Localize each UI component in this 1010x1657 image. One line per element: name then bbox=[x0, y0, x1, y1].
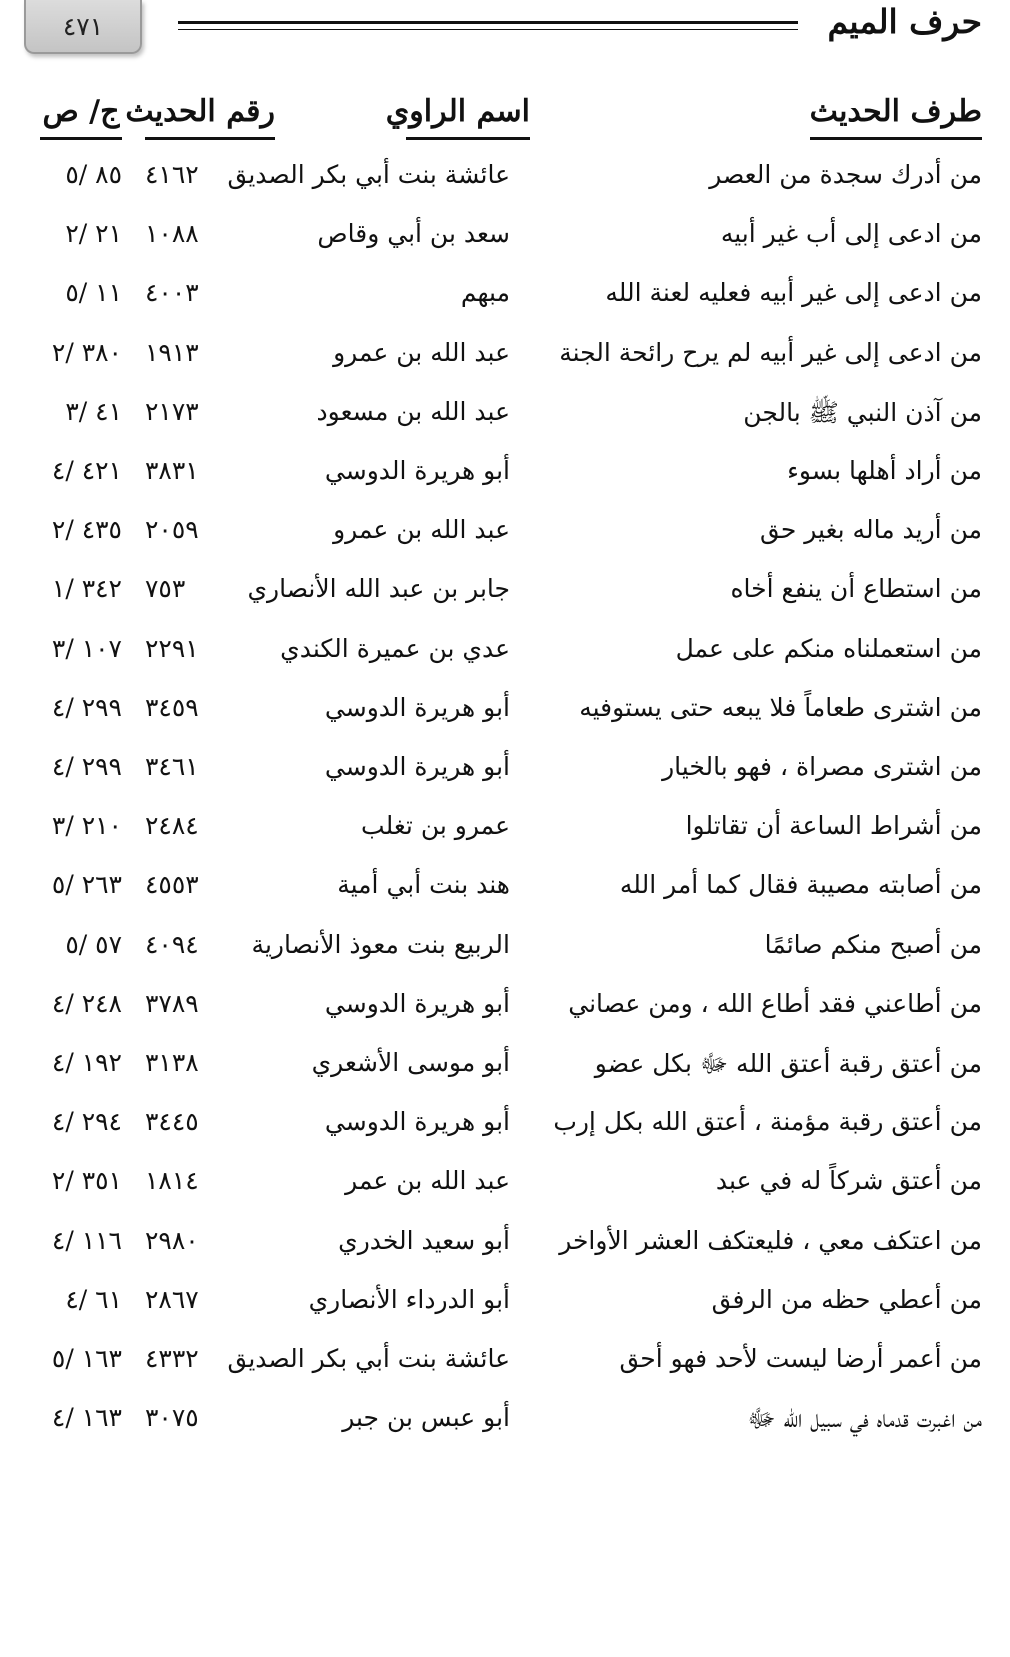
number-cell: ٣٨٣١ bbox=[145, 456, 199, 485]
narrator-cell: أبو موسى الأشعري bbox=[311, 1048, 510, 1077]
number-cell: ٤٠٠٣ bbox=[145, 278, 199, 308]
number-cell: ١٨١٤ bbox=[145, 1166, 199, 1196]
number-cell: ١٠٨٨ bbox=[145, 219, 199, 249]
table-row bbox=[0, 989, 1010, 1051]
volume-page-cell: ١٩٢ /٤ bbox=[51, 1048, 122, 1077]
number-cell: ١٩١٣ bbox=[145, 337, 199, 367]
column-header-volume-page: ج/ ص bbox=[40, 94, 122, 140]
table-row bbox=[0, 930, 1010, 992]
table-row bbox=[0, 574, 1010, 636]
number-cell: ٤٠٩٤ bbox=[145, 929, 199, 959]
narrator-cell: أبو هريرة الدوسي bbox=[324, 692, 510, 722]
header-rule-thin bbox=[178, 29, 798, 30]
narrator-cell: عائشة بنت أبي بكر الصديق bbox=[227, 160, 510, 189]
volume-page-cell: ٢٩٩ /٤ bbox=[51, 692, 122, 722]
column-header-narrator: اسم الراوي bbox=[406, 94, 530, 140]
table-row bbox=[0, 219, 1010, 281]
header-rule bbox=[178, 21, 798, 24]
volume-page-cell: ٤١ /٣ bbox=[65, 396, 122, 426]
narrator-cell: أبو هريرة الدوسي bbox=[324, 752, 510, 781]
hadith-cell: من أعطي حظه من الرفق bbox=[711, 1284, 982, 1314]
volume-page-cell: ٢٩٤ /٤ bbox=[51, 1107, 122, 1137]
narrator-cell: عبد الله بن عمرو bbox=[333, 337, 510, 367]
table-row bbox=[0, 338, 1010, 400]
hadith-cell: من استعملناه منكم على عمل bbox=[675, 633, 982, 663]
table-row bbox=[0, 634, 1010, 696]
narrator-cell: عائشة بنت أبي بكر الصديق bbox=[227, 1344, 510, 1373]
volume-page-cell: ٢٦٣ /٥ bbox=[51, 870, 122, 900]
number-cell: ٢٩٨٠ bbox=[145, 1225, 199, 1255]
narrator-cell: أبو سعيد الخدري bbox=[338, 1225, 510, 1255]
number-cell: ٧٥٣ bbox=[145, 574, 186, 604]
number-cell: ٢٠٥٩ bbox=[145, 515, 199, 545]
volume-page-cell: ٦١ /٤ bbox=[65, 1284, 122, 1314]
table-row bbox=[0, 1344, 1010, 1406]
narrator-cell: مبهم bbox=[460, 278, 510, 308]
volume-page-cell: ٢٤٨ /٤ bbox=[51, 988, 122, 1018]
volume-page-cell: ٥٧ /٥ bbox=[65, 929, 122, 959]
number-cell: ٣٤٤٥ bbox=[145, 1107, 199, 1137]
table-row bbox=[0, 456, 1010, 518]
table-row bbox=[0, 1285, 1010, 1347]
number-cell: ٣٤٥٩ bbox=[145, 692, 199, 722]
volume-page-cell: ١٦٣ /٤ bbox=[51, 1403, 122, 1433]
hadith-cell: من أعتق رقبة أعتق الله ﷻ بكل عضو bbox=[594, 1049, 982, 1078]
number-cell: ٤٥٥٣ bbox=[145, 870, 199, 900]
volume-page-cell: ١١ /٥ bbox=[65, 278, 122, 308]
hadith-cell: من أطاعني فقد أطاع الله ، ومن عصاني bbox=[568, 988, 982, 1018]
number-cell: ٢٢٩١ bbox=[145, 633, 199, 663]
hadith-cell: من اغبرت قدماه في سبيل الله ﷻ bbox=[747, 1404, 982, 1434]
hadith-cell: من أعتق شركاً له في عبد bbox=[715, 1166, 982, 1196]
table-row bbox=[0, 1166, 1010, 1228]
narrator-cell: أبو الدرداء الأنصاري bbox=[308, 1284, 510, 1314]
hadith-cell: من اشترى طعاماً فلا يبعه حتى يستوفيه bbox=[579, 692, 982, 722]
hadith-cell: من أريد ماله بغير حق bbox=[760, 515, 982, 545]
hadith-cell: من اعتكف معي ، فليعتكف العشر الأواخر bbox=[559, 1225, 982, 1255]
table-row bbox=[0, 1107, 1010, 1169]
narrator-cell: جابر بن عبد الله الأنصاري bbox=[247, 574, 510, 604]
narrator-cell: عبد الله بن عمر bbox=[345, 1166, 510, 1196]
table-row bbox=[0, 515, 1010, 577]
number-cell: ٤١٦٢ bbox=[145, 160, 199, 189]
table-row bbox=[0, 397, 1010, 459]
number-cell: ٢١٧٣ bbox=[145, 396, 199, 426]
number-cell: ٤٣٣٢ bbox=[145, 1344, 199, 1373]
number-cell: ٣٠٧٥ bbox=[145, 1403, 199, 1433]
narrator-cell: سعد بن أبي وقاص bbox=[317, 219, 510, 249]
narrator-cell: أبو هريرة الدوسي bbox=[324, 988, 510, 1018]
narrator-cell: عدي بن عميرة الكندي bbox=[280, 633, 510, 663]
volume-page-cell: ٤٢١ /٤ bbox=[51, 456, 122, 485]
narrator-cell: عمرو بن تغلب bbox=[361, 811, 510, 841]
hadith-cell: من أصابته مصيبة فقال كما أمر الله bbox=[619, 870, 982, 900]
table-row bbox=[0, 1226, 1010, 1288]
narrator-cell: أبو هريرة الدوسي bbox=[324, 456, 510, 485]
chapter-title: حرف الميم bbox=[827, 2, 982, 41]
table-row bbox=[0, 278, 1010, 340]
table-row bbox=[0, 693, 1010, 755]
number-cell: ٣١٣٨ bbox=[145, 1048, 199, 1077]
hadith-cell: من ادعى إلى أب غير أبيه bbox=[720, 219, 982, 249]
table-row bbox=[0, 870, 1010, 932]
hadith-cell: من استطاع أن ينفع أخاه bbox=[730, 574, 982, 604]
hadith-cell: من أدرك سجدة من العصر bbox=[709, 160, 982, 189]
narrator-cell: عبد الله بن عمرو bbox=[333, 515, 510, 545]
volume-page-cell: ٣٨٠ /٢ bbox=[51, 337, 122, 367]
number-cell: ٣٧٨٩ bbox=[145, 988, 199, 1018]
narrator-cell: أبو هريرة الدوسي bbox=[324, 1107, 510, 1137]
volume-page-cell: ١٦٣ /٥ bbox=[51, 1344, 122, 1373]
volume-page-cell: ٢٩٩ /٤ bbox=[51, 752, 122, 781]
hadith-cell: من ادعى إلى غير أبيه فعليه لعنة الله bbox=[605, 278, 982, 308]
narrator-cell: هند بنت أبي أمية bbox=[337, 870, 510, 900]
table-row bbox=[0, 1048, 1010, 1110]
page-number-tab bbox=[24, 0, 142, 54]
number-cell: ٢٨٦٧ bbox=[145, 1284, 199, 1314]
column-header-number: رقم الحديث bbox=[145, 94, 275, 140]
table-row bbox=[0, 160, 1010, 222]
volume-page-cell: ٨٥ /٥ bbox=[65, 160, 122, 189]
volume-page-cell: ٣٤٢ /١ bbox=[51, 574, 122, 604]
volume-page-cell: ٢١ /٢ bbox=[65, 219, 122, 249]
hadith-cell: من ادعى إلى غير أبيه لم يرح رائحة الجنة bbox=[559, 337, 982, 367]
hadith-cell: من أصبح منكم صائمًا bbox=[764, 929, 982, 959]
hadith-cell: من أراد أهلها بسوء bbox=[787, 456, 982, 485]
number-cell: ٢٤٨٤ bbox=[145, 811, 199, 841]
narrator-cell: أبو عبس بن جبر bbox=[342, 1403, 510, 1433]
page-number: ٤٧١ bbox=[62, 11, 104, 41]
table-row bbox=[0, 752, 1010, 814]
hadith-cell: من أشراط الساعة أن تقاتلوا bbox=[685, 811, 982, 841]
hadith-cell: من أعتق رقبة مؤمنة ، أعتق الله بكل إرب bbox=[553, 1107, 982, 1137]
hadith-cell: من أعمر أرضا ليست لأحد فهو أحق bbox=[619, 1344, 982, 1373]
volume-page-cell: ١١٦ /٤ bbox=[51, 1225, 122, 1255]
number-cell: ٣٤٦١ bbox=[145, 752, 199, 781]
volume-page-cell: ٤٣٥ /٢ bbox=[51, 515, 122, 545]
narrator-cell: عبد الله بن مسعود bbox=[316, 396, 510, 426]
table-row bbox=[0, 1403, 1010, 1465]
narrator-cell: الربيع بنت معوذ الأنصارية bbox=[251, 929, 510, 959]
column-header-hadith: طرف الحديث bbox=[810, 94, 982, 140]
volume-page-cell: ٢١٠ /٣ bbox=[51, 811, 122, 841]
table-row bbox=[0, 811, 1010, 873]
volume-page-cell: ٣٥١ /٢ bbox=[51, 1166, 122, 1196]
hadith-cell: من اشترى مصراة ، فهو بالخيار bbox=[662, 752, 982, 781]
volume-page-cell: ١٠٧ /٣ bbox=[51, 633, 122, 663]
hadith-cell: من آذن النبي ﷺ بالجن bbox=[743, 397, 982, 427]
